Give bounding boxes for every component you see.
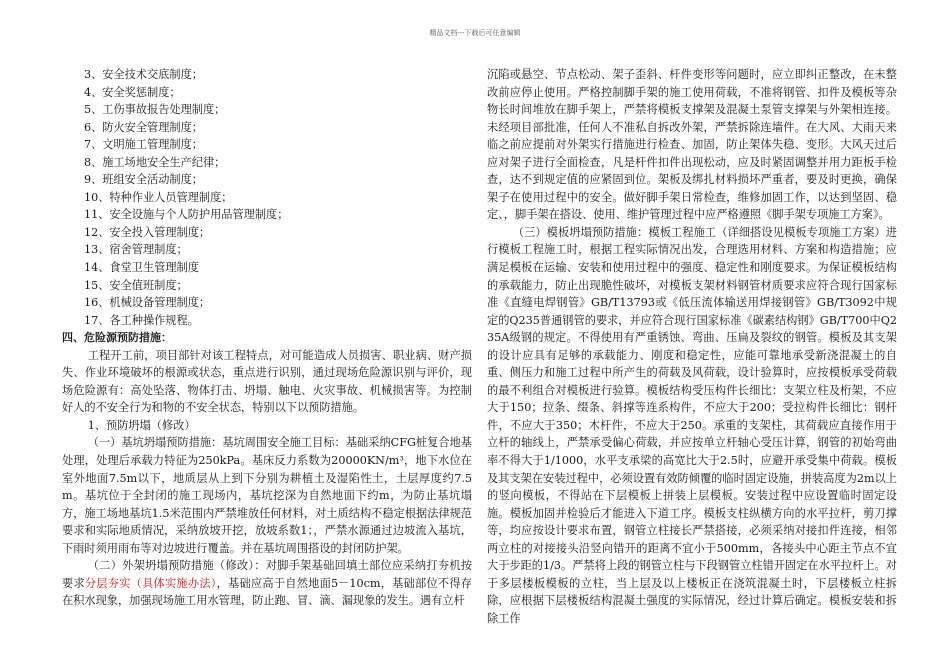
list-item: 9、班组安全活动制度；: [84, 173, 203, 187]
left-column: [62, 66, 472, 610]
scaffold-text-start: （二）外架坍塌预防措施（修改）：对脚手架基础回填土部位应采纳打夯机按要求: [62, 559, 472, 590]
subsection-title: 1、预防坍塌（修改）: [87, 418, 196, 432]
page-header: 精品文档---下载后可任意编辑: [429, 29, 521, 37]
scaffold-collapse-paragraph: [62, 557, 472, 610]
formwork-collapse-paragraph: （三）模板坍塌预防措施：模板工程施工（详细搭设见模板专项施工方案）进行模板工程施工时，根据工程实际情况出发，合理选用材料、方案和构造措施；应满足模板在运输、安装和使用过程中的强度、稳定性和刚度要求。为保证模板结构的承载能力，防止出现脆性破坏，对模板支架材料钢管材质要求应符合现行国家标准《直缝电焊钢管》GB/T13793或《低压流体输送用焊接钢管》GB/T3092中规定的Q235普通钢管的要求，并应符合现行国家标准《碳素结构钢》GB/T700中Q235A级钢的规定。不得使用有严重锈蚀、弯曲、压扁及裂纹的钢管。模板及其支架的设计应具有足够的承载能力、刚度和稳定性，应能可靠地承受新浇混凝土的自重、侧压力和施工过程中所产生的荷载及风荷载，设计验算时，应按模板承受荷载的最不利组合对模板进行验算。模板结构受压构件长细比：支架立柱及桁架，不应大于150；拉条、缀条、斜撑等连系构件，不应大于200；受拉构件长细比：钢杆件，不应大于350；木杆件，不应大于250。承重的支架柱，其荷载应直接作用于立杆的轴线上，严禁承受偏心荷载，并应按单立杆轴心受压计算，钢管的初始弯曲率不得大于1/1000，水平支承梁的高宽比大于2.5时，应避开承受集中荷载。模板及其支架在安装过程中，必须设置有效防倾覆的临时固定设施，拼装高度为2m以上的竖向模板，不得站在下层模板上拼装上层模板。安装过程中应设置临时固定设施。模板加固并检验后才能进入下道工序。模板支柱纵横方向的水平拉杆，剪刀撑等，均应按设计要求布置，钢管立柱接长严禁搭接，必须采纳对接扣件连接，相邻两立柱的对接接头沿竖向错开的距离不宜小于500mm，各接头中心距主节点不宜大于步距的1/3。严禁将上段的钢管立柱与下段钢管立柱错开固定在水平拉杆上。对于多层楼板模板的立柱，当上层及以上楼板正在浇筑混凝土时，下层楼板立柱拆除，应根据下层楼板结构混凝土强度的实际情况，经过计算后确定。模板安装和拆除工作: [487, 225, 897, 625]
list-item: 17、各工种操作规程。: [84, 313, 199, 327]
list-item: 4、安全奖惩制度；: [84, 85, 181, 99]
list-item: 14、食堂卫生管理制度: [84, 261, 199, 275]
list-item: 13、宿舍管理制度；: [84, 243, 188, 257]
scaffold-continued-paragraph: 沉陷或悬空、节点松动、架子歪斜、杆件变形等问题时，应立即纠正整改，在未整改前应停止使用。严格控制脚手架的施工使用荷载，不准将钢管、扣件及模板等杂物长时间堆放在脚手架上，严禁将模板支撑架及混凝土泵管支撑架与外架相连接。未经项目部批准，任何人不准私自拆改外架，严禁拆除连墙件。在大风、大雨天来临之前应提前对外架实行措施进行检查、加固，防止架体失稳、变形。大风天过后应对架子进行全面检查，凡是杆件扣件出现松动，应及时紧固调整并用力距板手检查，达不到规定值的应紧固到位。架板及绑扎材料损坏严重者，要及时更换，确保架子在使用过程中的安全。做好脚手架日常检查，维修加固工作，以达到坚固、稳定、，脚手架在搭设、使用、维护管理过程中应严格遵照《脚手架专项施工方案》。: [487, 68, 897, 222]
list-item: 15、安全值班制度；: [84, 278, 188, 292]
list-item: 7、文明施工管理制度；: [84, 138, 203, 152]
list-item: 11、安全设施与个人防护用品管理制度；: [84, 208, 289, 222]
highlighted-note: 分层夯实（具体实施办法）: [84, 576, 217, 590]
list-item: 5、工伤事故报告处理制度；: [84, 103, 226, 117]
right-column: [487, 66, 897, 628]
list-item: 3、安全技术交底制度；: [84, 68, 203, 81]
intro-paragraph: 工程开工前，项目部针对该工程特点，对可能造成人员损害、职业病、财产损失、作业环境破坏的根源或状态，重点进行识别，通过现场危险源识别与评价，现场危险源有：高处坠落、物体打击、坍塌、触电、火灾事故、机械损害等。为控制好人的不安全行为和物的不安全状态，特别以下以预防措施。: [62, 348, 472, 415]
list-item: 6、防火安全管理制度；: [84, 120, 203, 134]
section-heading: 四、危险源预防措施：: [62, 331, 172, 345]
list-item: 10、特种作业人员管理制度；: [84, 190, 233, 204]
list-item: 16、机械设备管理制度；: [84, 296, 211, 310]
list-item: 12、安全投入管理制度；: [84, 225, 211, 239]
scaffold-text-end: ，基础应高于自然地面5－10cm，基础部位不得存在积水现象，加强现场施工用水管理，防止跑、冒、滴、漏现象的发生。遇有立杆: [62, 576, 472, 608]
list-item: 8、施工场地安全生产纪律；: [84, 155, 226, 169]
pit-collapse-paragraph: （一）基坑坍塌预防措施：基坑周围安全施工目标：基础采纳CFG桩复合地基处理，处理后承载力特征为250kPa。基床反力系数为20000KN/m³，地下水位在室外地面7.5m以下，地质层从上到下分别为耕植土及湿陷性土，土层厚度约7.5m。基坑位于全封闭的施工现场内，基坑挖深为自然地面下约m，为防止基坑塌方，施工场地基坑1.5米范围内严禁堆放任何材料，对土质结构不稳定根据法律规范要求和实际地质情况，采纳放坡开挖，放坡系数1；，严禁水源通过边坡流入基坑，下雨时须用雨布等对边坡进行覆盖。并在基坑周围搭设的封闭防护架。: [62, 436, 472, 555]
